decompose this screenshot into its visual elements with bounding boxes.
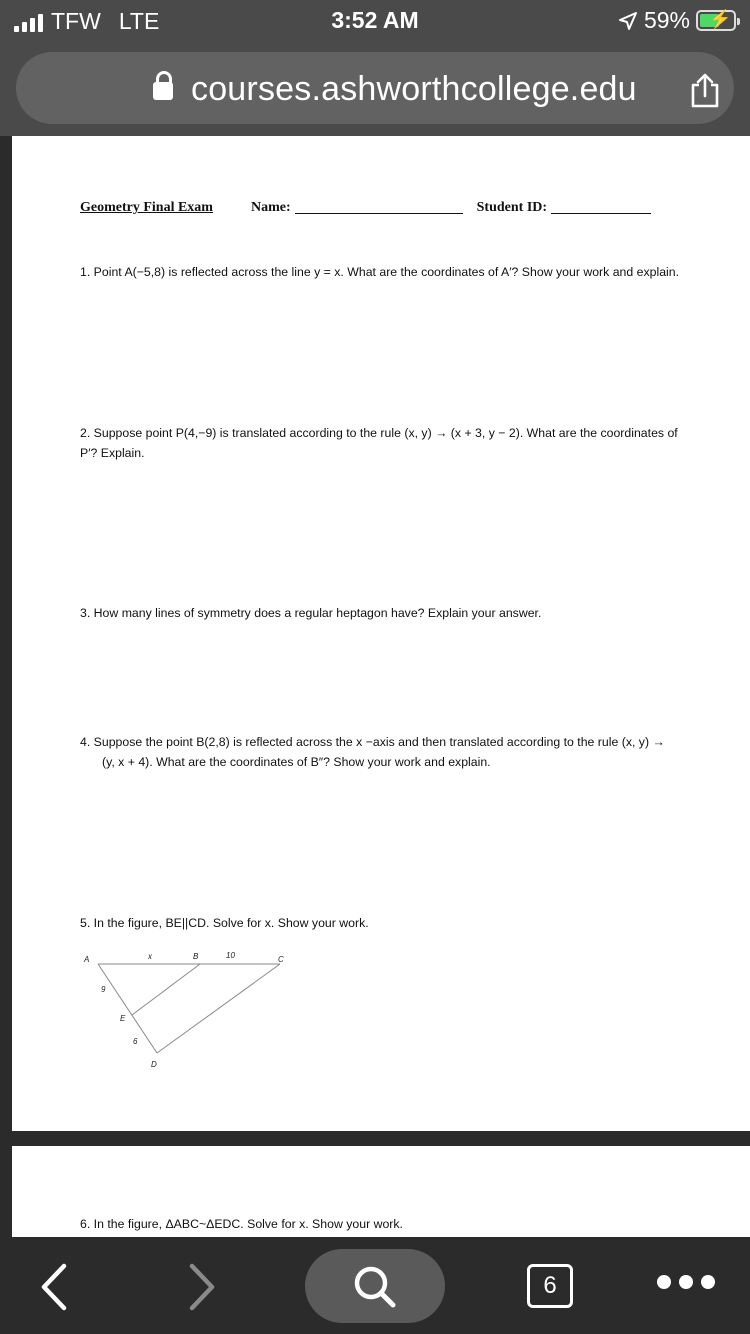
label-a: A — [84, 955, 90, 964]
triangle-figure — [80, 948, 300, 1078]
browser-url-bar — [0, 44, 750, 136]
question-6: 6. In the figure, ΔABC~ΔEDC. Solve for x. Show your work. — [80, 1217, 403, 1231]
question-4-line-2: (y, x + 4). What are the coordinates of B″? Show your work and explain. — [102, 755, 491, 769]
label-c: C — [278, 955, 284, 964]
label-e: E — [120, 1014, 126, 1023]
dot-icon — [657, 1275, 671, 1289]
url-text[interactable]: courses.ashworthcollege.edu — [191, 70, 637, 108]
search-icon — [352, 1264, 398, 1310]
question-1: 1. Point A(−5,8) is reflected across the line y = x. What are the coordinates of A′? Show your work and explain. — [80, 265, 680, 279]
question-2-line-2: P′? Explain. — [80, 446, 145, 460]
name-blank — [295, 200, 463, 214]
document-page-2 — [12, 1146, 750, 1237]
dot-icon — [679, 1275, 693, 1289]
question-4-line-1: 4. Suppose the point B(2,8) is reflected across the x −axis and then translated according to the rule (x, y) → — [80, 735, 665, 749]
student-id-label: Student ID: — [476, 200, 548, 215]
browser-toolbar — [0, 1237, 750, 1334]
lock-icon — [153, 82, 173, 100]
label-x: x — [148, 952, 152, 961]
forward-button[interactable] — [186, 1262, 218, 1312]
question-2-line-1: 2. Suppose point P(4,−9) is translated according to the rule (x, y) → (x + 3, y − 2). What are the coordinates of — [80, 426, 678, 440]
question-3: 3. How many lines of symmetry does a regular heptagon have? Explain your answer. — [80, 606, 542, 620]
question-2 — [80, 423, 678, 463]
tabs-button[interactable]: 6 — [527, 1264, 573, 1308]
label-9: 9 — [101, 985, 106, 994]
exam-header — [80, 200, 651, 216]
network-type: LTE — [118, 8, 160, 34]
more-options-button[interactable] — [657, 1275, 715, 1289]
battery-percent: 59% — [643, 7, 690, 33]
student-id-blank — [551, 200, 651, 214]
document-page — [12, 136, 750, 1131]
label-10: 10 — [226, 951, 235, 960]
status-bar — [0, 0, 750, 44]
question-4 — [80, 732, 665, 772]
dot-icon — [701, 1275, 715, 1289]
carrier-name: TFW — [51, 8, 101, 34]
location-icon — [618, 11, 638, 31]
segment-ad — [98, 964, 157, 1053]
segment-be — [132, 964, 200, 1015]
label-d: D — [151, 1060, 157, 1069]
battery-icon: ⚡ — [696, 10, 736, 31]
label-b: B — [193, 952, 199, 961]
question-5: 5. In the figure, BE||CD. Solve for x. Show your work. — [80, 916, 369, 930]
back-button[interactable] — [38, 1262, 70, 1312]
share-icon[interactable] — [688, 72, 722, 108]
clock: 3:52 AM — [331, 7, 419, 33]
name-label: Name: — [250, 200, 291, 215]
exam-title: Geometry Final Exam — [80, 200, 213, 215]
label-6: 6 — [133, 1037, 138, 1046]
segment-dc — [157, 964, 280, 1053]
address-field[interactable] — [16, 52, 734, 124]
search-button[interactable] — [305, 1249, 445, 1323]
